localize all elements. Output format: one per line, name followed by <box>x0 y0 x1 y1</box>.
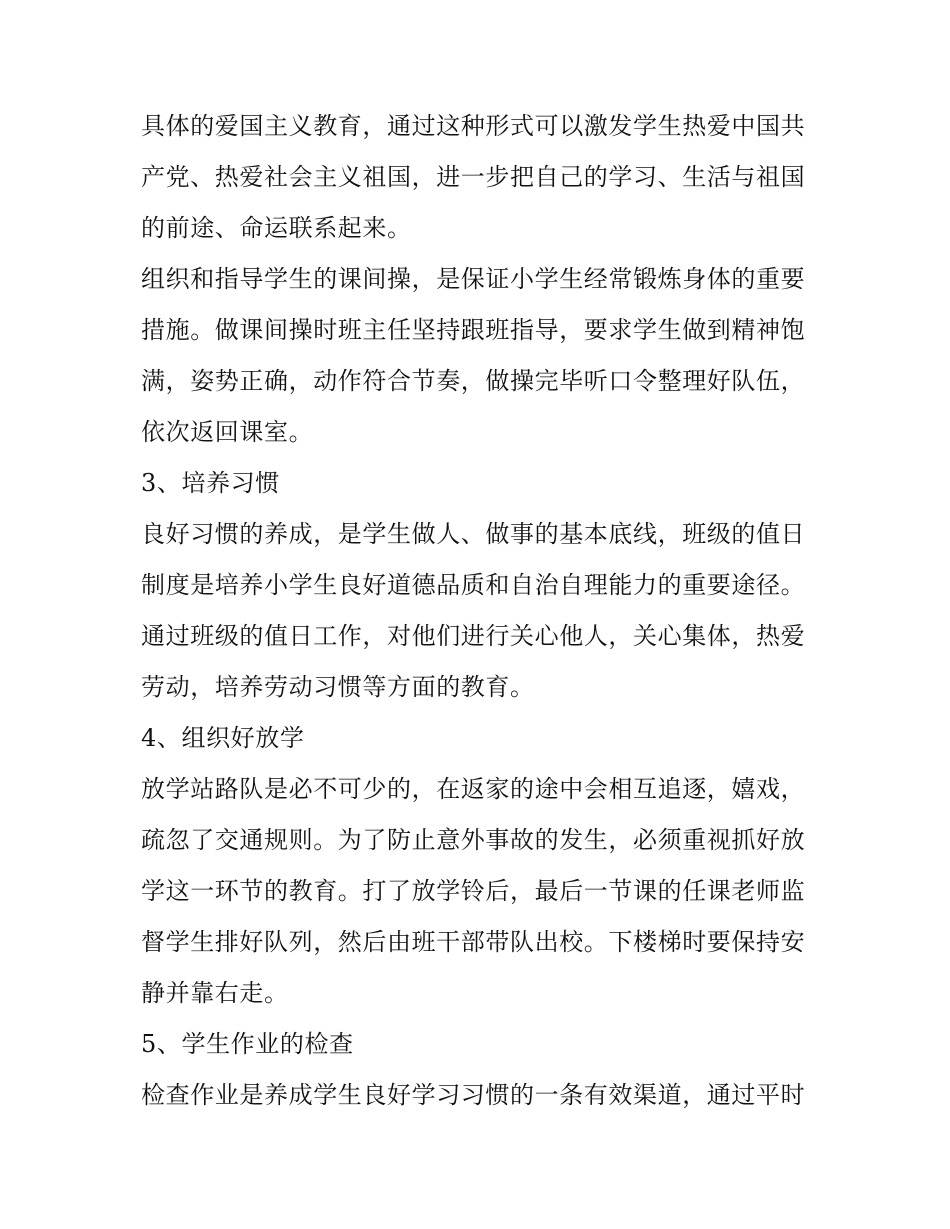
paragraph-line: 依次返回课室。 <box>141 418 314 446</box>
paragraph-line: 组织和指导学生的课间操，是保证小学生经常锻炼身体的重要 <box>141 265 806 293</box>
paragraph-line: 措施。做课间操时班主任坚持跟班指导，要求学生做到精神饱 <box>141 316 806 344</box>
paragraph-line: 通过班级的值日工作，对他们进行关心他人，关心集体，热爱 <box>141 622 806 650</box>
paragraph-line: 放学站路队是必不可少的，在返家的途中会相互追逐，嬉戏， <box>141 775 806 803</box>
paragraph-line: 具体的爱国主义教育，通过这种形式可以激发学生热爱中国共 <box>141 112 806 140</box>
paragraph-line: 制度是培养小学生良好道德品质和自治自理能力的重要途径。 <box>141 571 806 599</box>
paragraph-line: 的前途、命运联系起来。 <box>141 214 412 242</box>
paragraph-line: 静并靠右走。 <box>141 979 289 1007</box>
paragraph-line: 学这一环节的教育。打了放学铃后，最后一节课的任课老师监 <box>141 877 806 905</box>
section-heading: 4、组织好放学 <box>141 724 305 752</box>
paragraph-line: 产党、热爱社会主义祖国，进一步把自己的学习、生活与祖国 <box>141 163 806 191</box>
section-heading: 3、培养习惯 <box>141 469 280 497</box>
document-body <box>141 101 821 1121</box>
section-heading: 5、学生作业的检查 <box>141 1030 354 1058</box>
paragraph-line: 疏忽了交通规则。为了防止意外事故的发生，必须重视抓好放 <box>141 826 806 854</box>
paragraph-line: 满，姿势正确，动作符合节奏，做操完毕听口令整理好队伍， <box>141 367 806 395</box>
paragraph-line: 检查作业是养成学生良好学习习惯的一条有效渠道，通过平时 <box>141 1081 806 1109</box>
paragraph-line: 良好习惯的养成，是学生做人、做事的基本底线，班级的值日 <box>141 520 806 548</box>
paragraph-line: 督学生排好队列，然后由班干部带队出校。下楼梯时要保持安 <box>141 928 806 956</box>
paragraph-line: 劳动，培养劳动习惯等方面的教育。 <box>141 673 535 701</box>
